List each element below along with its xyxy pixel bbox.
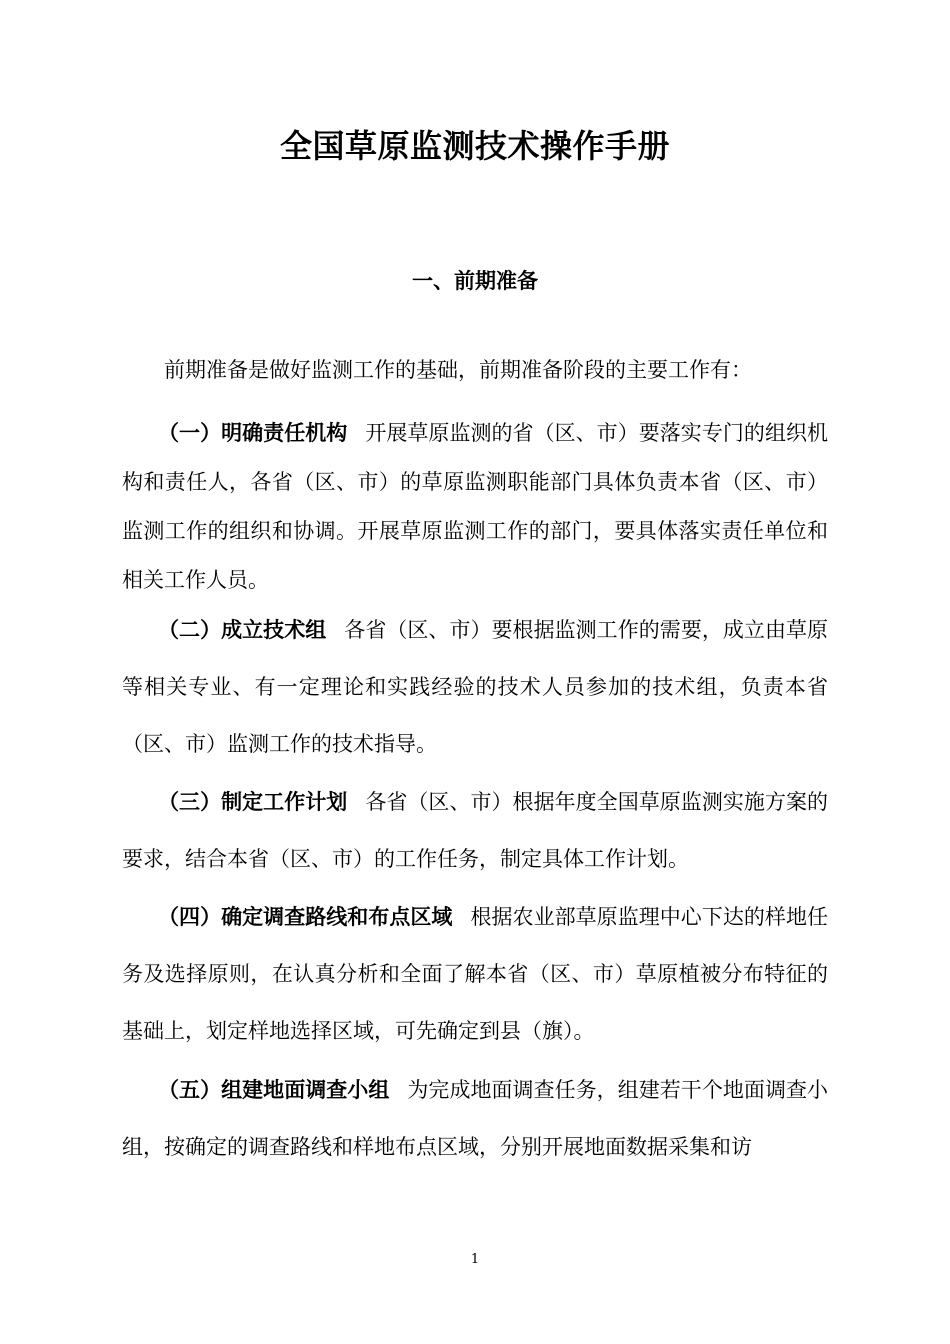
paragraph-body: 根据农业部草原监理中心下达的样地任务及选择原则，在认真分析和全面了解本省（区、市）草原植被分布特征的基础上，划定样地选择区域，可先确定到县（旗）。 xyxy=(122,905,829,1043)
paragraph-body: 开展草原监测的省（区、市）要落实专门的组织机构和责任人，各省（区、市）的草原监测职能部门具体负责本省（区、市）监测工作的组织和协调。开展草原监测工作的部门，要具体落实责任单位和相关工作人员。 xyxy=(122,421,829,592)
paragraph-body: 为完成地面调查任务，组建若干个地面调查小组，按确定的调查路线和样地布点区域，分别开展地面数据采集和访 xyxy=(122,1078,829,1159)
intro-paragraph: 前期准备是做好监测工作的基础，前期准备阶段的主要工作有： xyxy=(164,358,752,382)
paragraph-responsible-agency xyxy=(122,409,828,605)
paragraph-field-team xyxy=(122,1062,828,1176)
paragraph-lead: （五）组建地面调查小组 xyxy=(158,1078,390,1102)
paragraph-technical-group xyxy=(122,602,828,773)
document-title: 全国草原监测技术操作手册 xyxy=(279,127,670,165)
section-heading: 一、前期准备 xyxy=(412,269,538,293)
paragraph-lead: （四）确定调查路线和布点区域 xyxy=(158,905,453,929)
paragraph-lead: （一）明确责任机构 xyxy=(158,421,348,445)
paragraph-lead: （三）制定工作计划 xyxy=(158,790,348,814)
paragraph-body: 各省（区、市）要根据监测工作的需要，成立由草原等相关专业、有一定理论和实践经验的技术人员参加的技术组，负责本省（区、市）监测工作的技术指导。 xyxy=(122,618,829,756)
paragraph-lead: （二）成立技术组 xyxy=(158,618,327,642)
paragraph-survey-route xyxy=(122,889,828,1060)
paragraph-body: 各省（区、市）根据年度全国草原监测实施方案的要求，结合本省（区、市）的工作任务，制定具体工作计划。 xyxy=(122,790,829,871)
paragraph-work-plan xyxy=(122,774,828,888)
page-number: 1 xyxy=(470,1252,480,1267)
